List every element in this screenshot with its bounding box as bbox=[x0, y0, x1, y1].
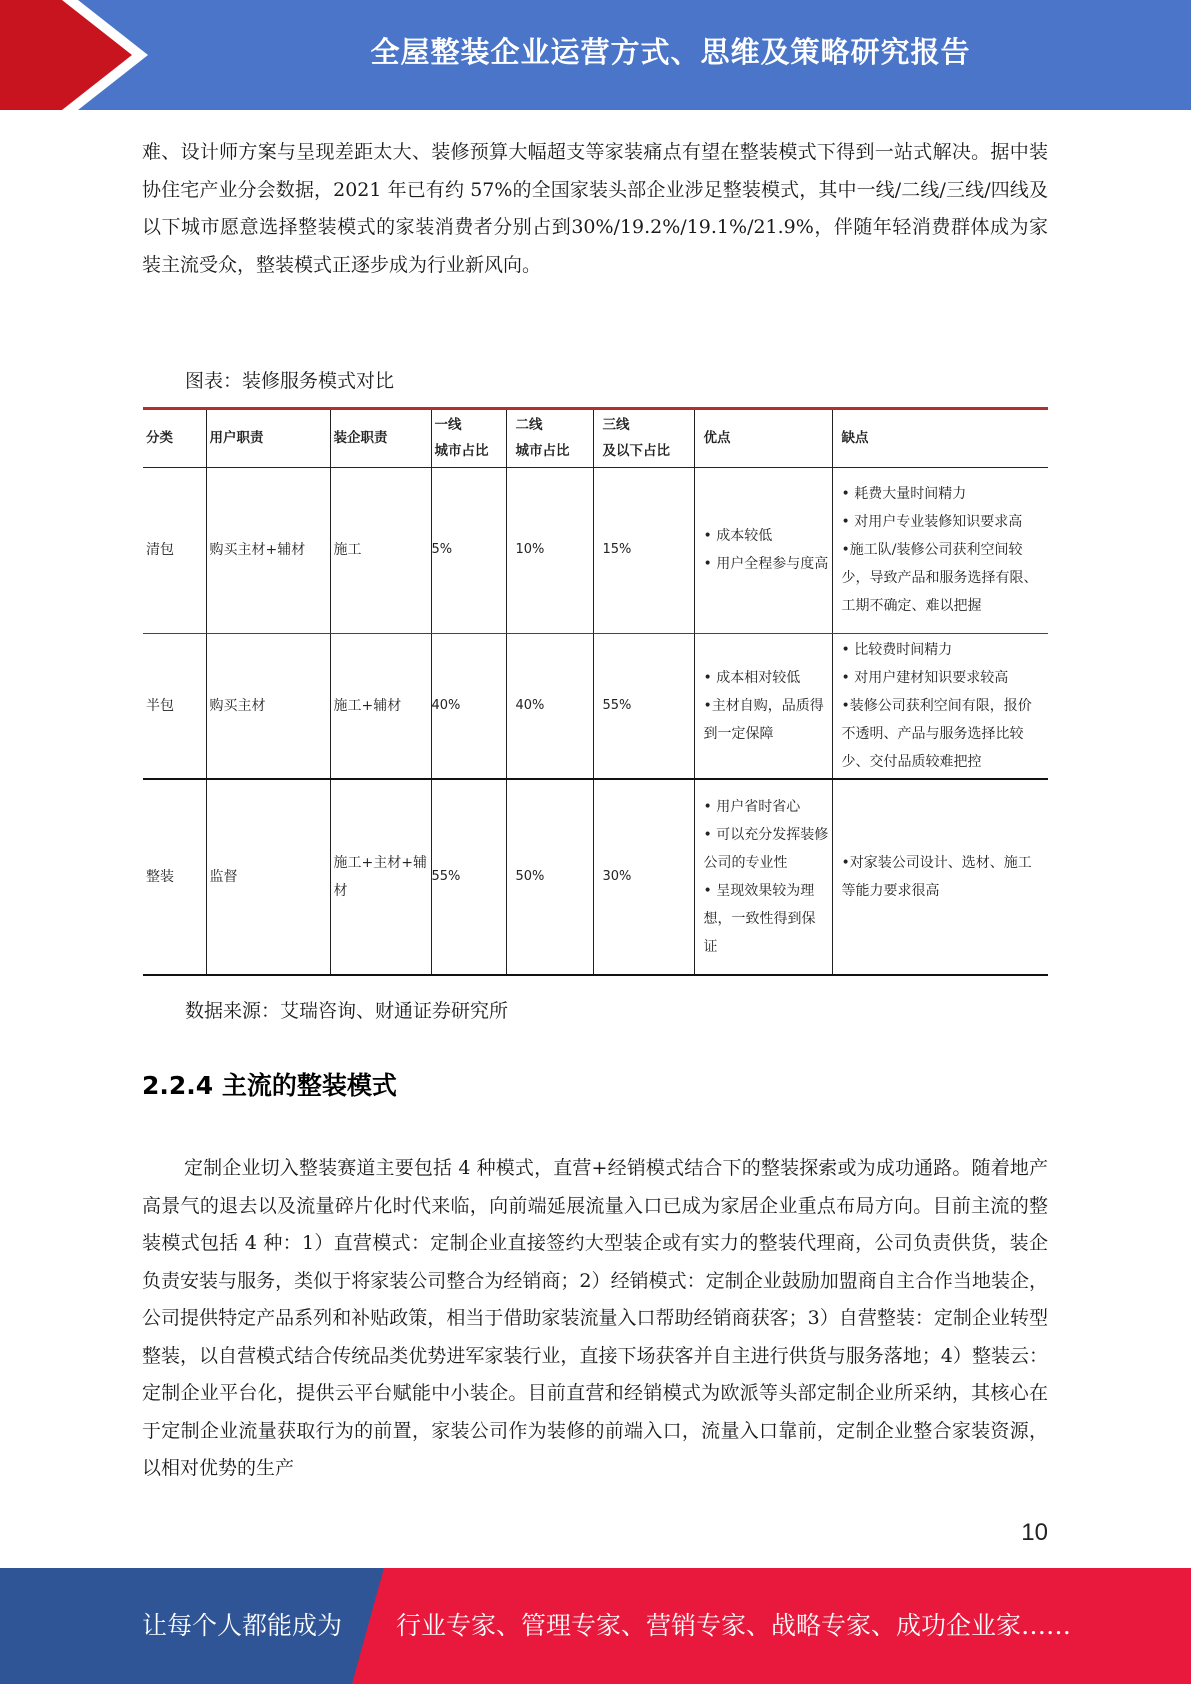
source-note: 数据来源：艾瑞咨询、财通证券研究所 bbox=[185, 1000, 509, 1022]
cell-tier3: 15% bbox=[593, 467, 694, 633]
header-tier2-line1: 二线 bbox=[515, 417, 543, 434]
cons-item: • 耗费大量时间精力 bbox=[841, 486, 967, 502]
header-tier1-line1: 一线 bbox=[434, 417, 462, 434]
cell-company-duty: 施工+主材+辅材 bbox=[330, 779, 431, 975]
footer-slogan-right: 行业专家、管理专家、营销专家、战略专家、成功企业家…… bbox=[396, 1611, 1072, 1640]
cons-item: • 比较费时间精力 bbox=[841, 641, 953, 658]
header-tier3-line1: 三线 bbox=[602, 417, 630, 434]
report-title: 全屋整装企业运营方式、思维及策略研究报告 bbox=[370, 35, 971, 69]
cell-cons bbox=[832, 779, 1048, 975]
cell-pros bbox=[694, 633, 832, 779]
header-arrow-decoration bbox=[0, 0, 160, 110]
cell-category: 清包 bbox=[143, 467, 206, 633]
table-row bbox=[143, 633, 1048, 779]
table-row bbox=[143, 779, 1048, 975]
comparison-table bbox=[143, 407, 1048, 976]
cons-item: • 对用户专业装修知识要求高 bbox=[841, 514, 1023, 530]
header-category: 分类 bbox=[143, 410, 206, 467]
cell-cons bbox=[832, 633, 1048, 779]
pros-item: •主材自购，品质得到一定保障 bbox=[703, 697, 824, 742]
cell-tier3: 55% bbox=[593, 633, 694, 779]
cons-item: •装修公司获利空间有限，报价不透明、产品与服务选择比较少、交付品质较难把控 bbox=[841, 697, 1032, 770]
pros-item: • 成本相对较低 bbox=[703, 669, 801, 686]
cell-tier1: 40% bbox=[431, 633, 506, 779]
cell-cons bbox=[832, 467, 1048, 633]
header-tier2 bbox=[506, 410, 593, 467]
pros-item: • 用户全程参与度高 bbox=[703, 556, 829, 572]
cell-category: 半包 bbox=[143, 633, 206, 779]
cell-company-duty: 施工 bbox=[330, 467, 431, 633]
cell-company-duty: 施工+辅材 bbox=[330, 633, 431, 779]
body-paragraph: 定制企业切入整装赛道主要包括 4 种模式，直营+经销模式结合下的整装探索或为成功通路。随着地产高景气的退去以及流量碎片化时代来临，向前端延展流量入口已成为家居企业重点布局方向。目前主流的整装模式包括 4 种：1）直营模式：定制企业直接签约大型装企或有实力的整装代理商，公司负责供货，装企负责安装与服务，类似于将家装公司整合为经销商；2）经销模式：定制企业鼓励加盟商自主合作当地装企，公司提供特定产品系列和补贴政策，相当于借助家装流量入口帮助经销商获客；3）自营整装：定制企业转型整装，以自营模式结合传统品类优势进军家装行业，直接下场获客并自主进行供货与服务落地；4）整装云：定制企业平台化，提供云平台赋能中小装企。目前直营和经销模式为欧派等头部定制企业所采纳，其核心在于定制企业流量获取行为的前置，家装公司作为装修的前端入口，流量入口靠前，定制企业整合家装资源，以相对优势的生产 bbox=[142, 1157, 1048, 1479]
header-tier1 bbox=[431, 410, 506, 467]
header-company-duty: 装企职责 bbox=[330, 410, 431, 467]
table-row bbox=[143, 467, 1048, 633]
section-heading: 2.2.4 主流的整装模式 bbox=[142, 1071, 397, 1100]
cell-pros bbox=[694, 779, 832, 975]
cell-tier1: 5% bbox=[431, 467, 506, 633]
header-tier1-line2: 城市占比 bbox=[434, 443, 489, 460]
page-footer bbox=[0, 1568, 1191, 1684]
cell-tier1: 55% bbox=[431, 779, 506, 975]
cell-user-duty: 监督 bbox=[206, 779, 330, 975]
pros-item: • 用户省时省心 bbox=[703, 798, 801, 815]
cell-user-duty: 购买主材+辅材 bbox=[206, 467, 330, 633]
header-tier2-line2: 城市占比 bbox=[515, 443, 570, 460]
cell-tier2: 50% bbox=[506, 779, 593, 975]
header-user-duty: 用户职责 bbox=[206, 410, 330, 467]
cons-item: • 对用户建材知识要求较高 bbox=[841, 669, 1009, 686]
table-header-row bbox=[143, 410, 1048, 467]
footer-slogan-left: 让每个人都能成为 bbox=[142, 1611, 343, 1640]
intro-paragraph: 难、设计师方案与呈现差距太大、装修预算大幅超支等家装痛点有望在整装模式下得到一站式解决。据中装协住宅产业分会数据，2021 年已有约 57%的全国家装头部企业涉足整装模式，其中一线/二线/三线/四线及以下城市愿意选择整装模式的家装消费者分别占到30%/19.2%/19.1%/21.9%，伴随年轻消费群体成为家装主流受众，整装模式正逐步成为行业新风向。 bbox=[142, 141, 1048, 276]
cell-tier3: 30% bbox=[593, 779, 694, 975]
header-tier3-line2: 及以下占比 bbox=[602, 443, 670, 460]
header-pros: 优点 bbox=[694, 410, 832, 467]
cell-user-duty: 购买主材 bbox=[206, 633, 330, 779]
cell-tier2: 10% bbox=[506, 467, 593, 633]
pros-item: • 可以充分发挥装修公司的专业性 bbox=[703, 826, 829, 871]
page-header bbox=[0, 0, 1191, 110]
cell-tier2: 40% bbox=[506, 633, 593, 779]
cell-category: 整装 bbox=[143, 779, 206, 975]
pros-item: • 成本较低 bbox=[703, 528, 773, 544]
header-tier3 bbox=[593, 410, 694, 467]
cell-pros bbox=[694, 467, 832, 633]
cons-item: •对家装公司设计、选材、施工等能力要求很高 bbox=[841, 854, 1032, 899]
table-caption: 图表：装修服务模式对比 bbox=[185, 370, 395, 392]
pros-item: • 呈现效果较为理想，一致性得到保证 bbox=[703, 882, 816, 955]
header-cons: 缺点 bbox=[832, 410, 1048, 467]
page-number: 10 bbox=[1021, 1519, 1048, 1546]
cons-item: •施工队/装修公司获利空间较少，导致产品和服务选择有限、工期不确定、难以把握 bbox=[841, 542, 1038, 614]
